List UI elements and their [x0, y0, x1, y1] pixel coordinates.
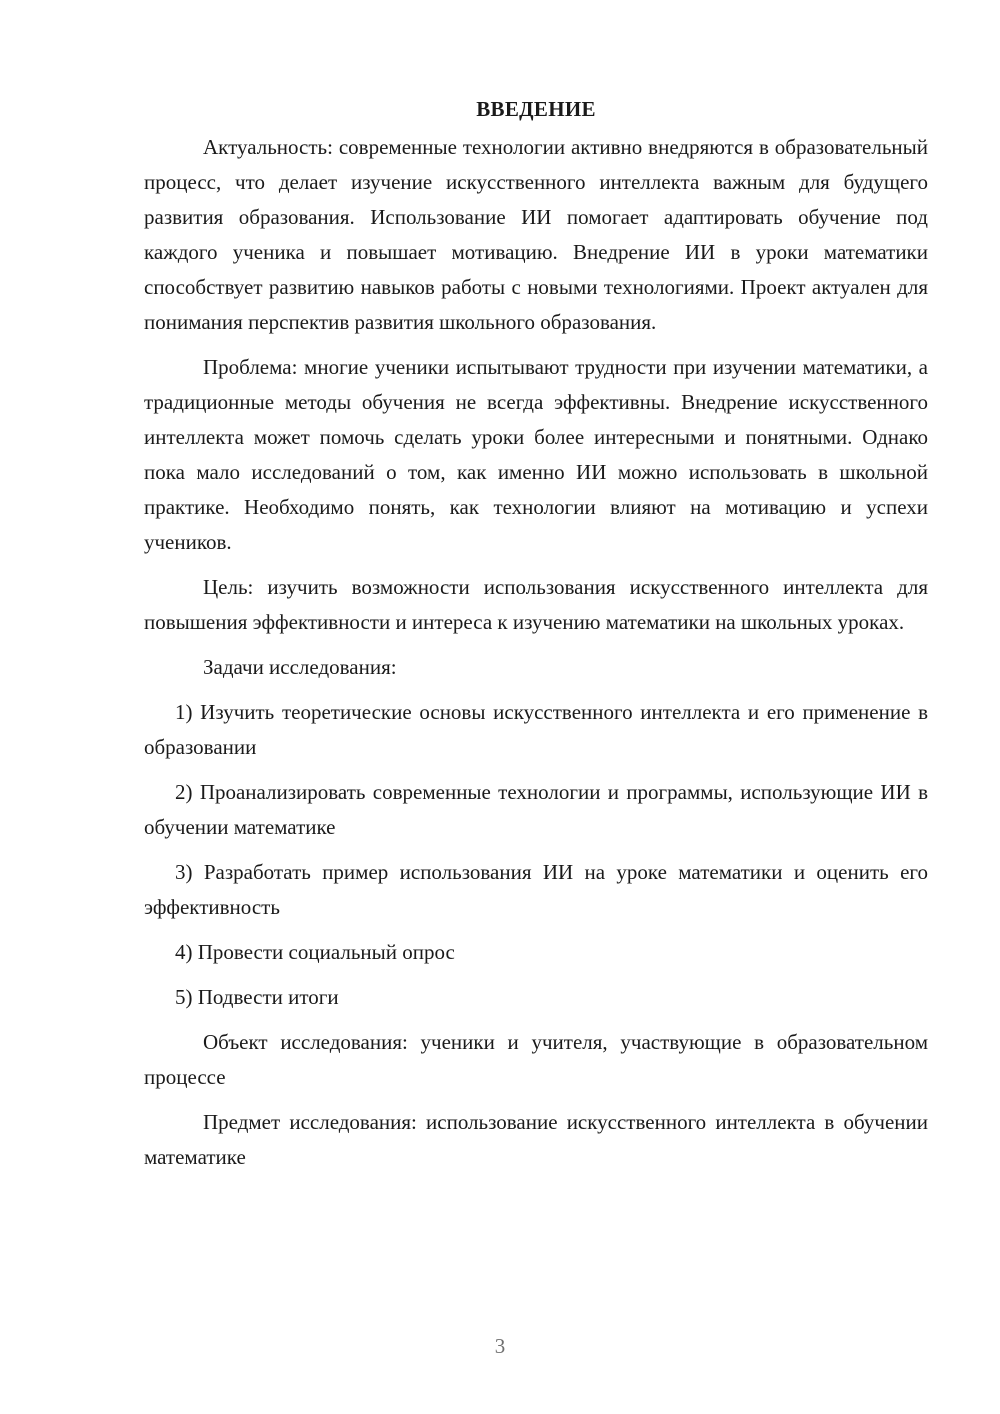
tasks-list — [144, 695, 928, 1015]
goal-paragraph: Цель: изучить возможности использования искусственного интеллекта для повышения эффективности и интереса к изучению математики на школьных уроках. — [144, 575, 928, 634]
research-subject-paragraph: Предмет исследования: использование искусственного интеллекта в обучении математике — [144, 1110, 928, 1169]
task-item: 2) Проанализировать современные технологии и программы, использующие ИИ в обучении математике — [144, 780, 928, 839]
page-title: ВВЕДЕНИЕ — [476, 97, 596, 121]
relevance-paragraph: Актуальность: современные технологии активно внедряются в образовательный процесс, что делает изучение искусственного интеллекта важным для будущего развития образования. Использование ИИ помогает адаптировать обучение под каждого ученика и повышает мотивацию. Внедрение ИИ в уроки математики способствует развитию навыков работы с новыми технологиями. Проект актуален для понимания перспектив развития школьного образования. — [144, 135, 928, 334]
task-item: 5) Подвести итоги — [175, 985, 339, 1009]
task-item: 3) Разработать пример использования ИИ на уроке математики и оценить его эффективность — [144, 860, 928, 919]
document-page — [144, 92, 928, 1185]
page-number: 3 — [494, 1334, 506, 1358]
task-item: 4) Провести социальный опрос — [175, 940, 455, 964]
task-item: 1) Изучить теоретические основы искусственного интеллекта и его применение в образовании — [144, 700, 928, 759]
problem-paragraph: Проблема: многие ученики испытывают трудности при изучении математики, а традиционные методы обучения не всегда эффективны. Внедрение искусственного интеллекта может помочь сделать уроки более интересными и понятными. Однако пока мало исследований о том, как именно ИИ можно использовать в школьной практике. Необходимо понять, как технологии влияют на мотивацию и успехи учеников. — [144, 355, 928, 554]
research-object-paragraph: Объект исследования: ученики и учителя, участвующие в образовательном процессе — [144, 1030, 928, 1089]
tasks-heading: Задачи исследования: — [203, 655, 397, 679]
